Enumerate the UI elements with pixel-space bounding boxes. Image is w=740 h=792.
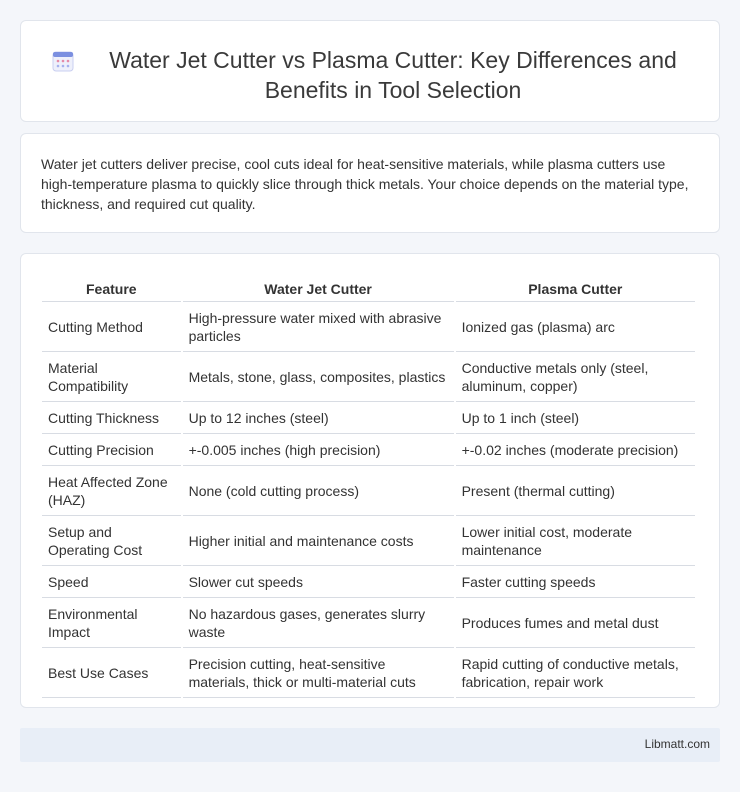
plasma-cell: Faster cutting speeds <box>456 566 695 598</box>
plasma-cell: Conductive metals only (steel, aluminum, copper) <box>456 352 695 402</box>
feature-cell: Cutting Method <box>42 302 181 352</box>
feature-cell: Material Compatibility <box>42 352 181 402</box>
comparison-card <box>20 253 720 708</box>
table-row <box>42 466 695 516</box>
table-row <box>42 434 695 466</box>
water-jet-cell: High-pressure water mixed with abrasive particles <box>183 302 454 352</box>
intro-paragraph: Water jet cutters deliver precise, cool cuts ideal for heat-sensitive materials, while plasma cutters use high-temperature plasma to quickly slice through thick metals. Your choice depends on the material type, thickness, and required cut quality. <box>41 156 689 212</box>
water-jet-cell: None (cold cutting process) <box>183 466 454 516</box>
feature-cell: Cutting Thickness <box>42 402 181 434</box>
plasma-cell: Present (thermal cutting) <box>456 466 695 516</box>
water-jet-cell: Higher initial and maintenance costs <box>183 516 454 566</box>
water-jet-cell: Up to 12 inches (steel) <box>183 402 454 434</box>
water-jet-cell: Metals, stone, glass, composites, plastics <box>183 352 454 402</box>
calendar-icon <box>51 49 75 73</box>
plasma-cell: +-0.02 inches (moderate precision) <box>456 434 695 466</box>
plasma-cell: Lower initial cost, moderate maintenance <box>456 516 695 566</box>
plasma-cell: Produces fumes and metal dust <box>456 598 695 648</box>
feature-cell: Speed <box>42 566 181 598</box>
header-feature: Feature <box>42 274 181 302</box>
feature-cell: Best Use Cases <box>42 648 181 698</box>
footer-bar <box>20 728 720 762</box>
table-row <box>42 516 695 566</box>
water-jet-cell: Slower cut speeds <box>183 566 454 598</box>
table-row <box>42 352 695 402</box>
feature-cell: Cutting Precision <box>42 434 181 466</box>
plasma-cell: Up to 1 inch (steel) <box>456 402 695 434</box>
title-card <box>20 20 720 122</box>
feature-cell: Setup and Operating Cost <box>42 516 181 566</box>
table-header-row <box>42 274 695 302</box>
title-row <box>21 21 719 105</box>
plasma-cell: Rapid cutting of conductive metals, fabrication, repair work <box>456 648 695 698</box>
intro-card <box>20 133 720 233</box>
feature-cell: Heat Affected Zone (HAZ) <box>42 466 181 516</box>
table-row <box>42 598 695 648</box>
comparison-table <box>40 274 697 698</box>
table-row <box>42 566 695 598</box>
table-row <box>42 302 695 352</box>
water-jet-cell: Precision cutting, heat-sensitive materials, thick or multi-material cuts <box>183 648 454 698</box>
water-jet-cell: +-0.005 inches (high precision) <box>183 434 454 466</box>
footer-brand[interactable]: Libmatt.com <box>644 737 710 751</box>
table-row <box>42 402 695 434</box>
header-water-jet: Water Jet Cutter <box>183 274 454 302</box>
header-plasma: Plasma Cutter <box>456 274 695 302</box>
feature-cell: Environmental Impact <box>42 598 181 648</box>
water-jet-cell: No hazardous gases, generates slurry waste <box>183 598 454 648</box>
plasma-cell: Ionized gas (plasma) arc <box>456 302 695 352</box>
page-title: Water Jet Cutter vs Plasma Cutter: Key Differences and Benefits in Tool Selection <box>109 47 677 103</box>
table-row <box>42 648 695 698</box>
